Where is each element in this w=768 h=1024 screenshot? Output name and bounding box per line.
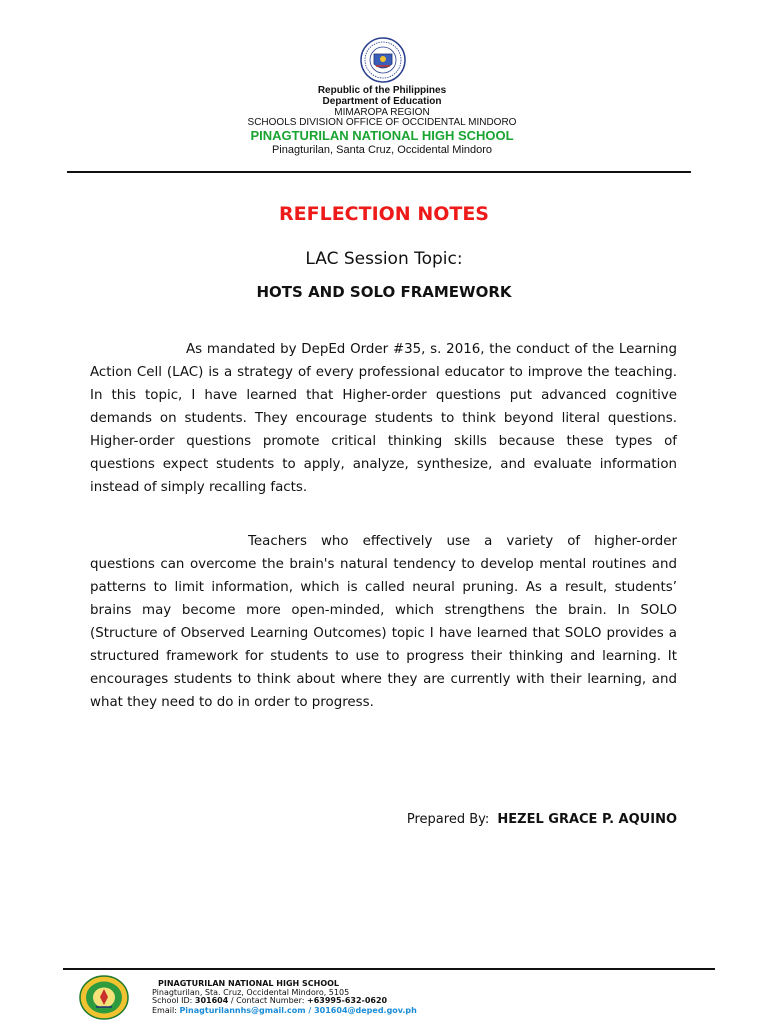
document-title: REFLECTION NOTES <box>279 203 489 225</box>
contact-number: +63995-632-0620 <box>306 996 388 1005</box>
school-seal-icon <box>79 975 129 1020</box>
topic-label: LAC Session Topic: <box>305 249 463 269</box>
header-address: Pinagturilan, Santa Cruz, Occidental Mindoro <box>271 144 493 156</box>
topic-title: HOTS AND SOLO FRAMEWORK <box>256 283 512 301</box>
header-region: MIMAROPA REGION <box>334 107 430 118</box>
footer-school-name: PINAGTURILAN NATIONAL HIGH SCHOOL <box>158 979 340 988</box>
header-republic: Republic of the Philippines <box>317 85 447 96</box>
email-label: Email: <box>152 1006 177 1015</box>
body-paragraph: As mandated by DepEd Order #35, s. 2016, the conduct of the Learning Action Cell (LAC) is a strategy of every professional educator to improve the teaching. In this topic, I have learned that Higher-order questions put advanced cognitive demands on students. They encourage students to think beyond literal questions. Higher-order questions promote critical thinking skills because these types of questions expect students to apply, analyze, synthesize, and evaluate information instead of simply recalling facts. <box>90 342 677 495</box>
footer-address: Pinagturilan, Sta. Cruz, Occidental Mindoro, 5105 <box>152 988 350 997</box>
email-link[interactable]: Pinagturilannhs@gmail.com / 301604@deped.gov.ph <box>179 1006 417 1015</box>
header-divider <box>67 171 691 173</box>
deped-seal-icon <box>354 37 412 83</box>
footer-divider <box>63 968 715 970</box>
header-department: Department of Education <box>322 96 442 107</box>
footer-email-line <box>152 1007 417 1015</box>
school-id-label: School ID: <box>152 996 193 1005</box>
contact-label: / Contact Number: <box>230 996 305 1005</box>
school-id: 301604 <box>194 996 229 1005</box>
prepared-by-label: Prepared By: <box>406 812 490 827</box>
header-division: SCHOOLS DIVISION OFFICE OF OCCIDENTAL MINDORO <box>247 117 517 128</box>
footer-contact-line <box>152 997 387 1005</box>
prepared-by-name: HEZEL GRACE P. AQUINO <box>497 812 677 827</box>
body-paragraph: Teachers who effectively use a variety of higher-order questions can overcome the brain's natural tendency to develop mental routines and patterns to limit information, which is called neural pruning. As a result, students’ brains may become more open-minded, which strengthens the brain. In SOLO (Structure of Observed Learning Outcomes) topic I have learned that SOLO provides a structured framework for students to use to progress their thinking and learning. It encourages students to think about where they are currently with their learning, and what they need to do in order to progress. <box>90 534 677 710</box>
prepared-by <box>407 812 677 827</box>
header-school-name: PINAGTURILAN NATIONAL HIGH SCHOOL <box>250 128 514 143</box>
